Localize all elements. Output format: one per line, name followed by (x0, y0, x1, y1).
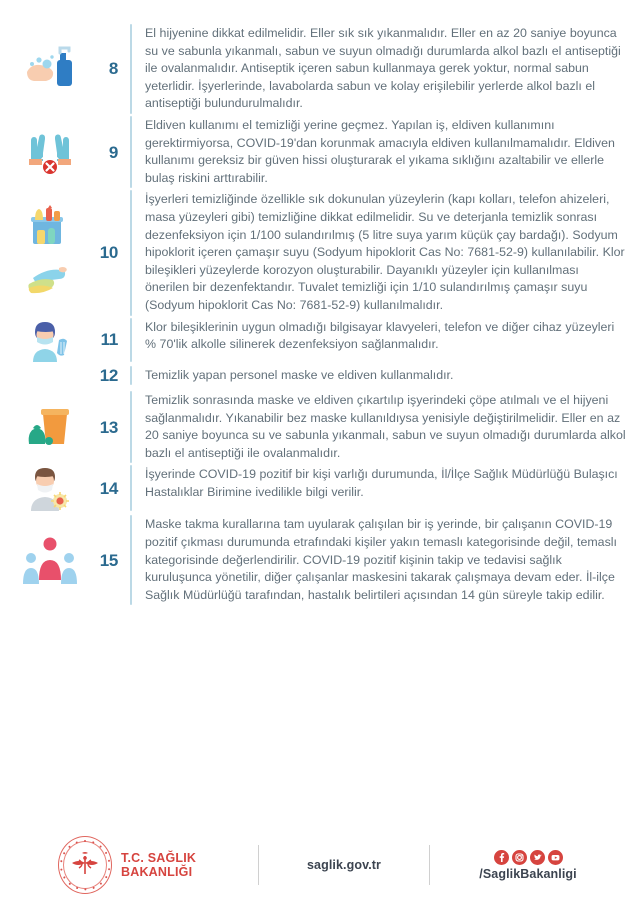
masked-person-virus-icon (19, 465, 81, 511)
caduceus-icon (68, 848, 102, 882)
item-text-cell (136, 24, 626, 114)
social-handle[interactable]: /SaglikBakanligi (479, 866, 577, 881)
item-icon-cell (0, 366, 92, 386)
item-divider-cell (126, 116, 136, 188)
item-number: 9 (108, 142, 118, 162)
item-text-cell (136, 391, 626, 463)
item-number: 8 (108, 59, 118, 79)
cleaning-supplies-icon (19, 204, 81, 248)
vertical-divider (130, 116, 132, 188)
vertical-divider (130, 465, 132, 511)
vertical-divider (130, 190, 132, 315)
page-footer (0, 822, 640, 908)
item-number-cell (92, 190, 126, 315)
item-icon-cell (0, 391, 92, 463)
item-icon-cell (0, 515, 92, 605)
item-text: İşyerinde COVID-19 pozitif bir kişi varlığı durumunda, İl/İlçe Sağlık Müdürlüğü Bulaşıcı Hastalıklar Birimine ivedilikle bilgi verilir. (145, 467, 618, 500)
social-icon-row (430, 850, 626, 865)
ministry-seal-icon (58, 836, 112, 894)
handwashing-sanitizer-icon (19, 40, 81, 98)
item-icon-cell (0, 24, 92, 114)
item-text-cell (136, 318, 626, 362)
item-text: El hijyenine dikkat edilmelidir. Eller sık sık yıkanmalıdır. Eller en az 20 saniye boyunca su ve sabunla yıkanmalı, sabun ve suyun olmadığı durumlarda alkol bazlı el antiseptiği ile ovalanmalıdır. Antiseptik içeren sabun kullanmaya gerek yoktur, normal sabun yeterlidir. İşyerlerinde, lavabolarda sabun ve kolay erişilebilir yerlerde alkol bazlı el antiseptiği bulundurulmalıdır. (145, 26, 621, 111)
list-item (0, 366, 640, 386)
item-divider-cell (126, 391, 136, 463)
item-text: Maske takma kurallarına tam uyularak çalışılan bir iş yerinde, bir çalışanın COVID-19 pozitif çıkması durumunda etrafındaki kişiler yakın temaslı kategorisinde değil, temaslı kategorisinde değerlendirilir. COVID-19 pozitif kişinin takip ve tedavisi sağlık kuruluşunca yönetilir, diğer çalışanlar maskesini takarak çalışmaya devam eder. İl-ilçe Sağlık Müdürlüğü tarafından, hastalık belirtileri açısından 14 gün süreyle takip edilir. (145, 517, 617, 602)
item-text-cell (136, 116, 626, 188)
item-text: Eldiven kullanımı el temizliği yerine geçmez. Yapılan iş, eldiven kullanımını gerektirmiyorsa, COVID-19'dan korunmak amacıyla eldiven kullanılmamalıdır. Eldiven kullanımı gereksiz bir güven hissi oluşturarak el yıkama sıklığını azaltabilir ve ellerle bulaş riskini arttırabilir. (145, 117, 615, 185)
item-number: 10 (99, 243, 118, 263)
masked-person-cleaning-icon (19, 318, 81, 362)
item-icon-cell (0, 465, 92, 511)
item-divider-cell (126, 190, 136, 315)
item-number-cell (92, 515, 126, 605)
ministry-name-line2: BAKANLIĞI (121, 865, 193, 879)
item-text-cell (136, 366, 626, 386)
ministry-name-line1: T.C. SAĞLIK (121, 851, 197, 865)
list-item (0, 465, 640, 511)
item-number-cell (92, 24, 126, 114)
trash-bin-icon (19, 404, 81, 450)
item-number-cell (92, 465, 126, 511)
ministry-name (121, 851, 196, 879)
item-text-cell (136, 190, 626, 315)
vertical-divider (130, 24, 132, 114)
item-number: 12 (99, 365, 118, 385)
website-url[interactable]: saglik.gov.tr (306, 858, 381, 872)
item-number-cell (92, 366, 126, 386)
list-item (0, 116, 640, 188)
item-text: Temizlik sonrasında maske ve eldiven çıkartılıp işyerindeki çöpe atılmalı ve el hijyeni sağlanmalıdır. Yıkanabilir bez maske kullanıldıysa yenisiyle değiştirilmelidir. Eller en az 20 saniye boyunca su ve sabunla yıkanmalı, sabun ve suyun olmadığı durumlarda alkol bazlı el antiseptiği ile ovalanmalıdır. (145, 393, 626, 460)
list-item (0, 24, 640, 114)
list-item (0, 515, 640, 605)
item-number-cell (92, 391, 126, 463)
list-item (0, 190, 640, 315)
item-icon-cell (0, 116, 92, 188)
item-number: 15 (99, 550, 118, 570)
spray-sponge-icon (19, 262, 81, 302)
ministry-logo (58, 836, 258, 894)
social-media-block (430, 850, 640, 881)
vertical-divider (130, 366, 132, 386)
instagram-icon[interactable] (512, 850, 527, 865)
gloves-prohibited-icon (19, 123, 81, 181)
facebook-icon[interactable] (494, 850, 509, 865)
youtube-icon[interactable] (548, 850, 563, 865)
list-item (0, 318, 640, 362)
twitter-icon[interactable] (530, 850, 545, 865)
item-divider-cell (126, 515, 136, 605)
item-icon-cell (0, 190, 92, 315)
item-divider-cell (126, 366, 136, 386)
item-number: 11 (100, 330, 118, 349)
item-divider-cell (126, 318, 136, 362)
vertical-divider (130, 318, 132, 362)
item-divider-cell (126, 24, 136, 114)
item-number-cell (92, 116, 126, 188)
group-of-people-icon (19, 534, 81, 586)
guidance-list (0, 24, 640, 611)
item-text-cell (136, 465, 626, 511)
item-text: Temizlik yapan personel maske ve eldiven kullanmalıdır. (145, 367, 454, 382)
item-text-cell (136, 515, 626, 605)
item-text: Klor bileşiklerinin uygun olmadığı bilgisayar klavyeleri, telefon ve diğer cihaz yüzeyleri % 70'lik alkolle silinerek dezenfeksiyon sağlanmalıdır. (145, 319, 615, 352)
item-divider-cell (126, 465, 136, 511)
list-item (0, 391, 640, 463)
item-icon-cell (0, 318, 92, 362)
vertical-divider (130, 515, 132, 605)
vertical-divider (130, 391, 132, 463)
item-number: 14 (99, 478, 118, 498)
item-text: İşyerleri temizliğinde özellikle sık dokunulan yüzeylerin (kapı kolları, telefon ahizeleri, masa yüzeyleri gibi) temizliğine dikkat edilmelidir. Su ve deterjanla temizlik sonrası dezenfeksiyon için 1/100 sulandırılmış (5 litre suya yarım küçük çay bardağı). Sodyum hipoklorit içeren çamaşır suyu (Sodyum hipoklorit Cas No: 7681-52-9) kullanılabilir. Klor bileşikleri yüzeylerde korozyon oluşturabilir. Dayanıklı yüzeyler için kullanılması önerilen bir dezenfektandır. Tuvalet temizliği için 1/10 sulandırılmış çamaşır suyu (Sodyum hipoklorit Cas No: 7681-52-9) kullanılmalıdır. (145, 192, 625, 312)
item-number-cell (92, 318, 126, 362)
item-number: 13 (99, 417, 118, 437)
